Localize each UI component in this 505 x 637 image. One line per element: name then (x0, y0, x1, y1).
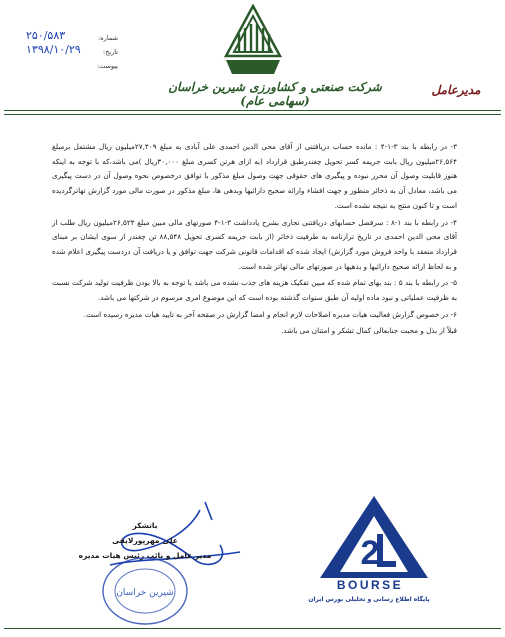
company-title: شرکت صنعتی و کشاورزی شیرین خراسان (سهامی عام) (168, 80, 382, 108)
paragraph-3: ۳- در رابطه با بند ۳-۱-۴ : مانده حساب دریافتنی از آقای محی الدین احمدی علی آبادی به مبلغ ۲۷,۴۰۹میلیون ریال مشتمل برمبلغ ۲۶,۵۶۴میلیون ریال بابت جریمه کسر تحویل چغندرطبق قرارداد (به ازای هرتن کسری مبلغ ۳۰,۰۰۰ریال )می باشد،که با توجه به اینکه هنوز قابلیت وصول آن محرز نبوده و پیگیری های حقوقی جهت وصول مبلغ مذکور با توافق درخصوص نحوه وصول آن در دست پیگیری می باشد، معادل آن به ذخائر منظور و جهت افشاء وارائه صحیح دارائیها وبدهی ها، مبلغ مذکور در صورت مالی مورد گزارش تهاترگردیده است و تا کنون منتج به نتیجه نشده است. (52, 142, 457, 210)
signature-closing: باتشکر (132, 521, 158, 530)
header-divider (4, 110, 501, 119)
attachment-row (8, 62, 118, 76)
closing-thanks: قبلاً از بذل و محبت جنابعالی کمال تشکر و امتنان می باشد. (281, 326, 457, 336)
number-label: شماره: (98, 34, 118, 42)
stamp-text: شیرین خراسان (116, 588, 174, 598)
company-logo-icon (222, 4, 284, 80)
footer-divider (4, 628, 501, 629)
letter-body (52, 140, 457, 341)
bourse-caption: پایگاه اطلاع رسانی و تحلیلی بورس ایران (308, 596, 430, 603)
signatory-title: مدیر عامل و نائب رئیس هیات مدیره (78, 551, 212, 560)
signatory-name: علی مهرپورلایقی (112, 536, 178, 545)
svg-text:2: 2 (360, 534, 380, 572)
department-title: مدیرعامل (431, 83, 481, 97)
paragraph-6: ۶- در خصوص گزارش فعالیت هیات مدیره اصلاحات لازم انجام و امضا گزارش در صفحه آخر به تایید هیات مدیره رسیده است. (83, 309, 457, 319)
paragraph-4: ۴- در رابطه با بند ۱-۸ : سرفصل حسابهای دریافتنی تجاری بشرح یادداشت ۳-۱-۴ صورتهای مالی مبین مبلغ ۲۶,۵۲۴میلیون ریال طلب از آقای محی الدین احمدی در تاریخ ترازنامه به طرفیت ذخائر (از بابت جریمه کسری تحویل ۸۸,۵۴۸ تن چغندر از سوی ایشان بر مبنای قرارداد منعقد با واحد فروش مورد گزارش) ایجاد شده که اقدامات قانونی شرکت جهت توافق و یا دریافت آن دردست پیگیری اعلام شده و به لحاظ ارائه صحیح دارائیها و بدهیها در صورتهای مالی تهاتر شده است. (52, 217, 457, 271)
paragraph-5: ۵- در رابطه با بند ۵ : بند بهای تمام شده که مبین تفکیک هزینه های جذب نشده می باشد با توجه به بالا بودن ظرفیت تولید شرکت نسبت به ظرفیت عملیاتی و نبود ماده اولیه آن طبق سنوات گذشته بوده است که این موضوع امری مرسوم در شرکتها می باشد. (52, 278, 457, 303)
bourse-logo-icon (318, 494, 430, 580)
company-stamp (100, 555, 190, 627)
date-value: ۱۳۹۸/۱۰/۲۹ (26, 43, 81, 56)
letter-meta (8, 29, 118, 76)
date-label: تاریخ: (102, 48, 118, 56)
attachment-label: پیوست: (96, 62, 118, 70)
bourse-name: BOURSE (336, 578, 404, 592)
number-value: ۲۵۰/۵۸۳ (26, 29, 66, 42)
date-row (8, 43, 118, 62)
